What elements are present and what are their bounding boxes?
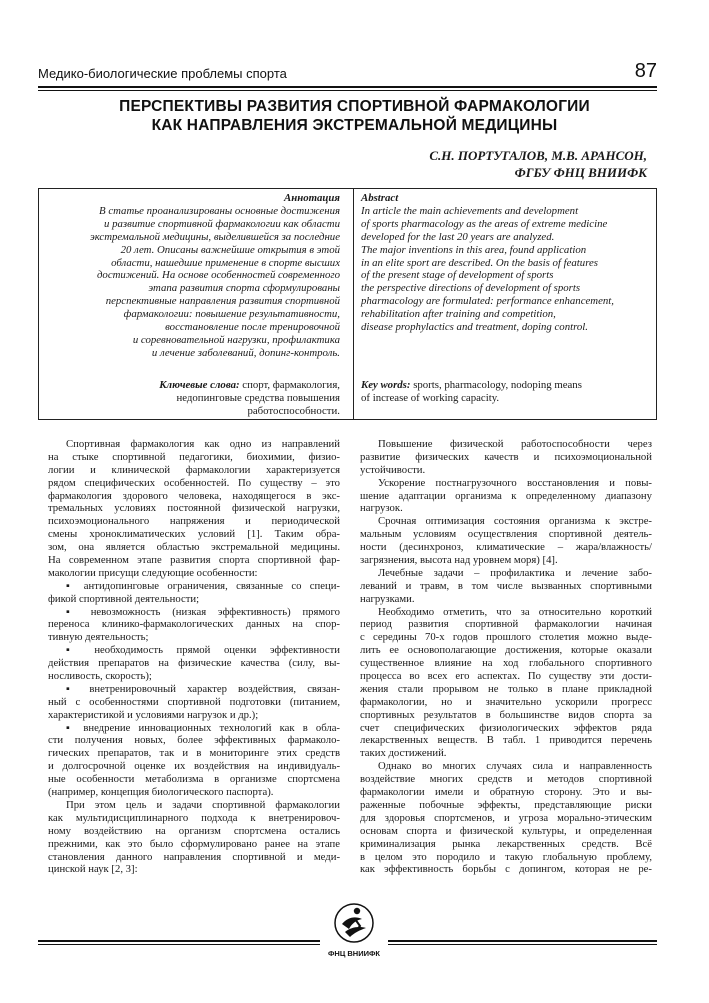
body-column-right bbox=[360, 438, 652, 876]
body-text-line: существенное влияние на ход глобального спортивного bbox=[360, 657, 652, 670]
article-title-line-1: ПЕРСПЕКТИВЫ РАЗВИТИЯ СПОРТИВНОЙ ФАРМАКОЛОГИИ bbox=[119, 98, 590, 115]
body-text-line: и долгосрочной оценке их воздействия на индивидуаль- bbox=[48, 760, 340, 773]
abstract-line: экстремальной медицины, выделившейся за последние bbox=[90, 230, 340, 243]
body-text-line: цинской наук [2, 3]: bbox=[48, 863, 138, 876]
body-text-line: становления данного направления спортивной и меди- bbox=[48, 850, 340, 863]
abstract-line: перспективные направления развития спортивной bbox=[105, 295, 340, 308]
abstract-line: и развитие спортивной фармакологии как области bbox=[104, 217, 340, 230]
abstract-en-text bbox=[361, 205, 661, 334]
abstract-ru-text bbox=[48, 205, 340, 360]
keywords-russian bbox=[48, 379, 340, 418]
body-text-line: характеристикой и условиями нагрузок и др.); bbox=[48, 708, 259, 721]
header-rule bbox=[38, 86, 657, 88]
body-text-line: таких достижений. bbox=[360, 747, 447, 760]
abstract-divider bbox=[353, 188, 354, 420]
body-text-line: шение адаптации организма к определенному диапазону bbox=[360, 489, 652, 502]
keywords-english bbox=[361, 379, 661, 405]
abstract-line: In article the main achievements and development bbox=[361, 204, 579, 217]
body-text-line: загрязнения, высота над уровнем моря) [4]. bbox=[360, 554, 558, 567]
body-text-line: тремальных условиях постоянной физической нагрузки, bbox=[48, 502, 340, 515]
abstract-english bbox=[361, 192, 661, 334]
abstract-ru-heading: Аннотация bbox=[284, 192, 340, 204]
abstract-line: of sports pharmacology as the areas of extreme medicine bbox=[361, 217, 608, 230]
body-text-line: Лечебные задачи – профилактика и лечение забо- bbox=[378, 566, 652, 579]
body-text-line: прежними, как это было сформулировано ранее на этапе bbox=[48, 837, 340, 850]
body-text-line: сти получения новых, более эффективных фармаколо- bbox=[48, 734, 340, 747]
page-number: 87 bbox=[634, 60, 657, 82]
body-text-line: ный с особенностями спортивной подготовки (питанием, bbox=[48, 695, 340, 708]
body-text-line: леваний и травм, в том числе вызванных спортивными bbox=[360, 579, 652, 592]
abstract-line: of the present stage of development of sports bbox=[361, 269, 554, 282]
body-text-line: гических препаратов, так и в мониторинге этих средств bbox=[48, 747, 340, 760]
abstract-line: этапа развития спорта сформулированы bbox=[148, 282, 340, 295]
abstract-line: rehabilitation after training and competition, bbox=[361, 308, 556, 321]
body-text-line: смены хроноклиматических условий [1]. Таким обра- bbox=[48, 528, 340, 541]
body-text-line: лить ее основополагающие достижения, которые оказали bbox=[360, 644, 652, 657]
body-text-line: развитие физических качеств и психоэмоциональной bbox=[360, 450, 652, 463]
body-text-line: При этом цель и задачи спортивной фармакологии bbox=[66, 798, 340, 811]
body-text-line: носливость, скорость); bbox=[48, 670, 152, 683]
body-text-line: в целом это породило и такую глобальную проблему, bbox=[360, 850, 652, 863]
keywords-en-line: of increase of working capacity. bbox=[361, 391, 500, 404]
body-text-line: счет специфических физиологических эффектов ряда bbox=[360, 721, 652, 734]
body-text-line: воздействие многих средств и методов спортивной bbox=[360, 773, 652, 786]
body-text-line: фармакологии, но и значительно ускорили прогресс bbox=[360, 695, 652, 708]
body-text-line: раженные побочные эффекты, представляющие риски bbox=[360, 798, 652, 811]
abstract-line: the perspective directions of development of sports bbox=[361, 282, 581, 295]
article-title bbox=[60, 97, 649, 135]
body-text-line: нагрузок. bbox=[360, 502, 403, 515]
body-text-line: Повышение физической работоспособности через bbox=[378, 438, 652, 450]
body-text-line: фикой спортивной деятельности; bbox=[48, 592, 200, 605]
body-text-line: ▪ внедрение инновационных технологий как в обла- bbox=[66, 721, 340, 734]
body-text-line: фармакологии имели и обратную сторону. Это и вы- bbox=[360, 786, 652, 799]
body-text-line: переноса клинико-фармакологических данных на спор- bbox=[48, 618, 340, 631]
body-text-line: с середины 70-х годов прошлого столетия можно выде- bbox=[360, 631, 652, 644]
body-text-line: фармакология здорового человека, находящегося в экс- bbox=[48, 489, 340, 502]
body-text-line: действия препаратов на физические качества (силу, вы- bbox=[48, 657, 340, 670]
body-text-line: зом, она является областью экстремальной медицины. bbox=[48, 541, 340, 554]
abstract-line: фармакологии: повышение результативности, bbox=[123, 308, 340, 321]
body-text-line: ▪ необходимость прямой оценки эффективности bbox=[66, 644, 340, 657]
body-text-line: (например, концепция биологического паспорта). bbox=[48, 786, 274, 799]
abstract-line: области, нашедшие применение в спорте высших bbox=[111, 256, 340, 269]
body-text-line: макологии присущи следующие особенности: bbox=[48, 566, 258, 579]
article-title-line-2: КАК НАПРАВЛЕНИЯ ЭКСТРЕМАЛЬНОЙ МЕДИЦИНЫ bbox=[151, 117, 558, 134]
footer-logo-text: ФНЦ ВНИИФК bbox=[328, 949, 380, 958]
body-text-line: период развития спортивной фармакологии начиная bbox=[360, 618, 652, 631]
body-text-line: мальным условиям осуществления спортивной деятель- bbox=[360, 528, 652, 541]
body-text-line: для здоровья спортсменов, и угроза морально-этическим bbox=[360, 811, 652, 824]
abstract-line: В статье проанализированы основные достижения bbox=[99, 204, 340, 217]
abstract-russian bbox=[48, 192, 340, 360]
abstract-line: disease prophylactics and treatment, doping control. bbox=[361, 321, 589, 334]
body-text-line: нагрузками. bbox=[360, 592, 415, 605]
body-text-line: логии и клинической фармакологии характеризуется bbox=[48, 463, 340, 476]
journal-title: Медико-биологические проблемы спорта bbox=[38, 66, 287, 81]
keywords-ru-line: недопинговые средства повышения bbox=[176, 391, 340, 404]
body-text-line: ▪ внетренировочный характер воздействия, связан- bbox=[66, 682, 340, 695]
body-text-line: Спортивная фармакология как одно из направлений bbox=[66, 438, 340, 450]
abstract-line: и соревновательной нагрузки, профилактика bbox=[132, 333, 340, 346]
body-text-line: Срочная оптимизация состояния организма к экстре- bbox=[378, 515, 652, 528]
body-column-left bbox=[48, 438, 340, 876]
abstract-line: и лечение заболеваний, допинг-контроль. bbox=[151, 346, 340, 359]
runner-emblem-icon bbox=[333, 902, 375, 944]
keywords-ru-line: спорт, фармакология, bbox=[242, 379, 340, 391]
body-text-line: Необходимо отметить, что за относительно короткий bbox=[378, 605, 652, 618]
body-text-line: жения стали прорывом не только в плане прикладной bbox=[360, 682, 652, 695]
body-text-line: как мультидисциплинарного подхода к внетренировоч- bbox=[48, 811, 340, 824]
body-text-line: как эффективность борьбы с допингом, которая не ре- bbox=[360, 863, 652, 876]
author-affiliation: ФГБУ ФНЦ ВНИИФК bbox=[514, 165, 647, 180]
body-text-line: тивную деятельность; bbox=[48, 631, 149, 644]
authors-block bbox=[429, 147, 647, 181]
abstract-en-heading: Abstract bbox=[361, 192, 399, 204]
body-text-line: устойчивости. bbox=[360, 463, 426, 476]
body-text-line: На современном этапе развития спорта спортивной фар- bbox=[48, 554, 340, 567]
abstract-line: достижений. На основе особенностей современного bbox=[96, 269, 340, 282]
body-text-line: процесса во всех его аспектах. По существу эти дости- bbox=[360, 670, 652, 683]
abstract-line: 20 лет. Описаны важнейшие открытия в этой bbox=[120, 243, 340, 256]
keywords-en-label: Key words: bbox=[361, 379, 411, 391]
body-text-line: лекарственных веществ. В табл. 1 приводится перечень bbox=[360, 734, 652, 747]
body-text-line: Однако во многих случаях сила и направленность bbox=[378, 760, 652, 773]
abstract-line: pharmacology are formulated: performance enhancement, bbox=[361, 295, 614, 308]
body-text-line: основам спорта и физической культуры, и определенная bbox=[360, 824, 652, 837]
body-text-line: ности (десинхроноз, климатические – жара/влажность/ bbox=[360, 541, 652, 554]
keywords-ru-label: Ключевые слова: bbox=[159, 379, 240, 391]
body-text-line: спортивных результатов в большинстве видов спорта за bbox=[360, 708, 652, 721]
body-text-line: рядом специфических особенностей. По существу – это bbox=[48, 476, 340, 489]
body-text-line: ные особенности метаболизма в организме спортсмена bbox=[48, 773, 340, 786]
body-text-line: Ускорение постнагрузочного восстановления и повы- bbox=[378, 476, 652, 489]
keywords-ru-line: работоспособности. bbox=[247, 404, 340, 417]
keywords-en-line: sports, pharmacology, nodoping means bbox=[413, 379, 582, 391]
header-rule-thin bbox=[38, 90, 657, 91]
body-text-line: на стыке спортивной педагогики, биохимии, физио- bbox=[48, 450, 340, 463]
body-text-line: ному воздействию на организм спортсмена остались bbox=[48, 824, 340, 837]
abstract-line: developed for the last 20 years are analyzed. bbox=[361, 230, 555, 243]
abstract-line: The major inventions in this area, found application bbox=[361, 243, 587, 256]
abstract-line: in an elite sport are described. On the basis of features bbox=[361, 256, 599, 269]
author-names: С.Н. ПОРТУГАЛОВ, М.В. АРАНСОН, bbox=[429, 148, 647, 163]
abstract-line: восстановление после тренировочной bbox=[165, 321, 340, 334]
body-text-line: криминализация рынка лекарственных средств. Всё bbox=[360, 837, 652, 850]
body-text-line: ▪ невозможность (низкая эффективность) прямого bbox=[66, 605, 340, 618]
body-text-line: психоэмоционального напряжения и периодической bbox=[48, 515, 340, 528]
body-text-line: ▪ антидопинговые ограничения, связанные со специ- bbox=[66, 579, 340, 592]
